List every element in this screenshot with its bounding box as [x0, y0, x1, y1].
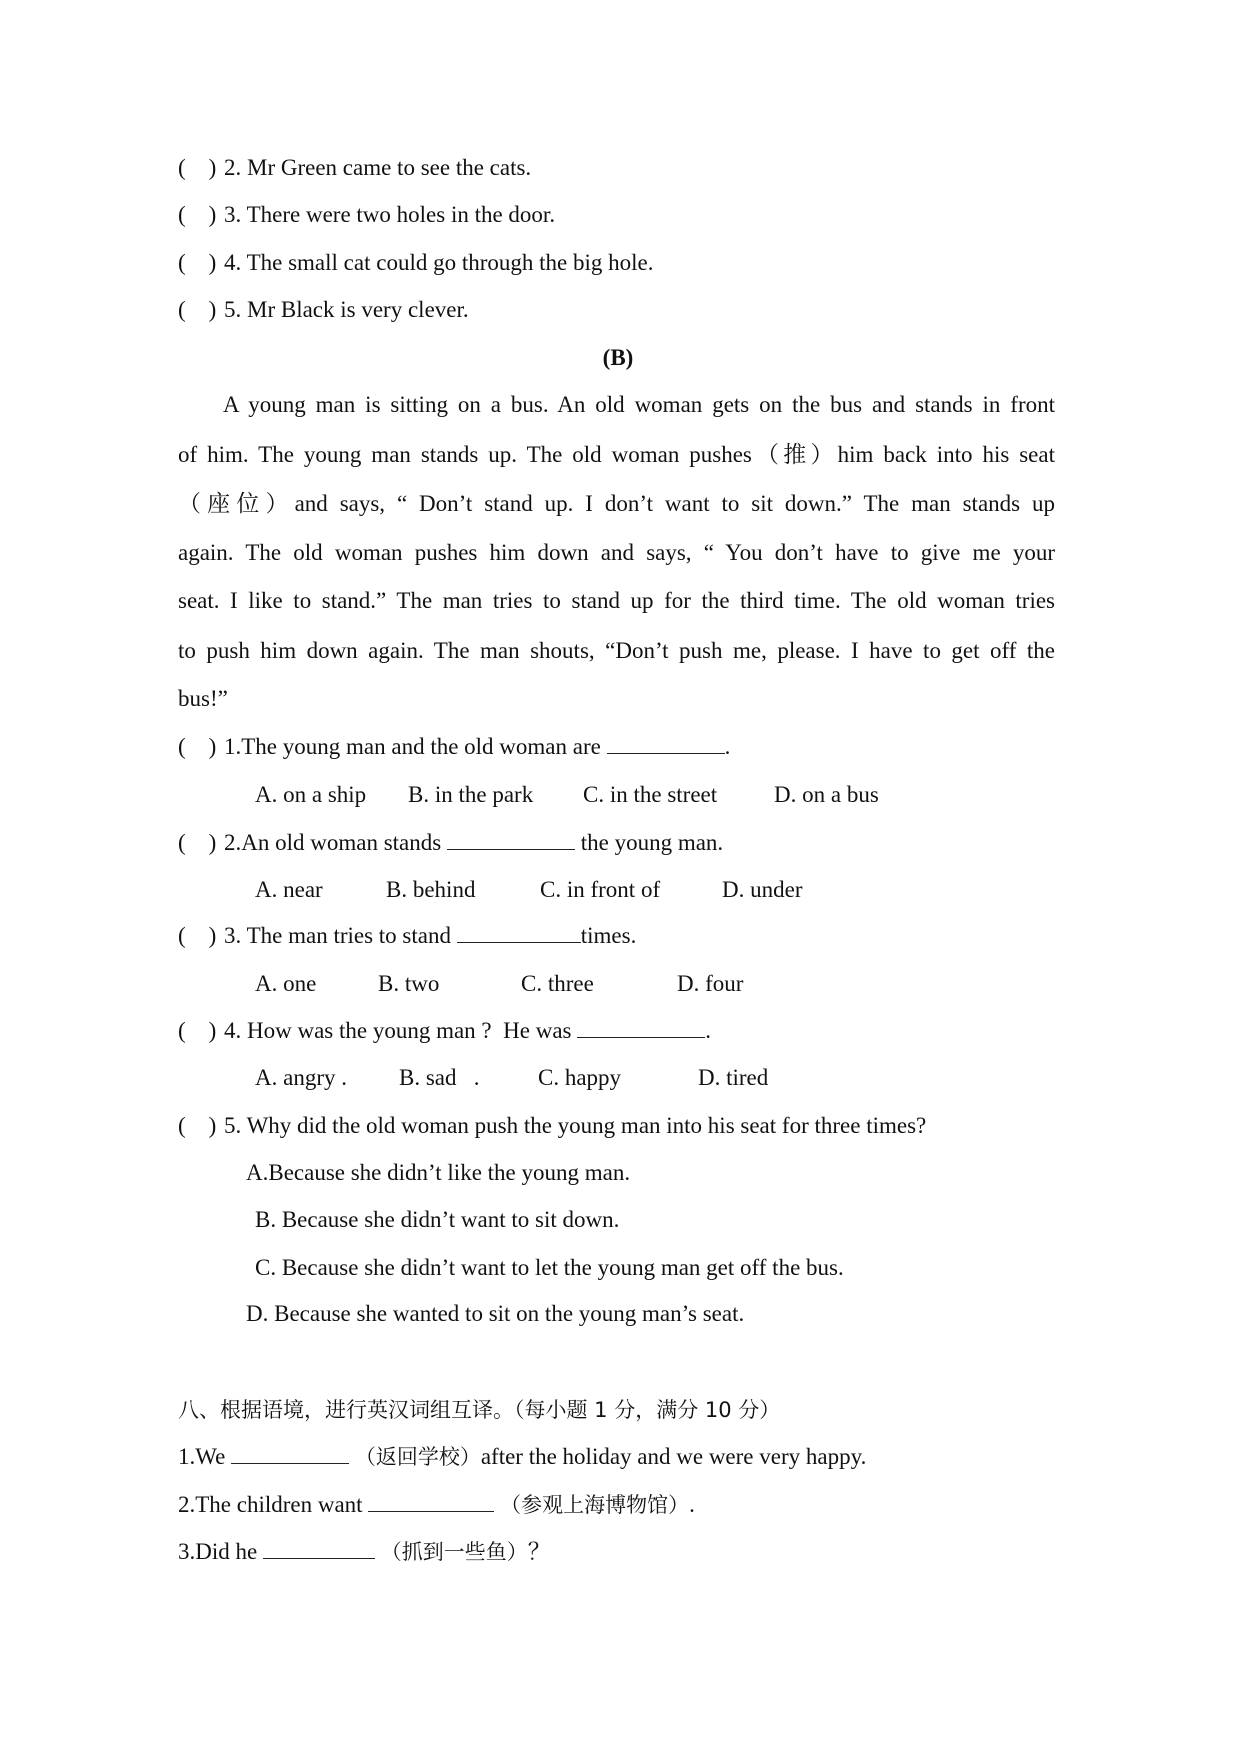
answer-paren[interactable]: ( ): [178, 734, 217, 759]
item-stem: 2.The children want: [178, 1492, 369, 1517]
option[interactable]: D. Because she wanted to sit on the young man’s seat.: [246, 1301, 745, 1326]
answer-paren[interactable]: ( ): [178, 830, 217, 855]
answer-blank[interactable]: [447, 829, 575, 850]
question-stem: 1.The young man and the old woman are: [224, 734, 607, 759]
option[interactable]: B. in the park: [408, 782, 534, 807]
question-tail: .: [724, 734, 731, 759]
question-tail: .: [705, 1018, 711, 1043]
question-tail: times.: [580, 923, 637, 948]
section-heading: 八、根据语境，进行英汉词组互译。（每小题 1 分，满分 10 分）: [178, 1398, 781, 1422]
answer-paren[interactable]: ( ): [178, 202, 217, 227]
question-text: 4. The small cat could go through the big hole.: [224, 250, 654, 275]
section-title: (B): [602, 345, 634, 370]
question-text: [224, 922, 636, 950]
answer-paren[interactable]: ( ): [178, 250, 217, 275]
item-stem: 3.Did he: [178, 1539, 263, 1564]
option[interactable]: A. one: [255, 971, 317, 996]
translation-item: [178, 1443, 866, 1471]
question-tail: the young man.: [574, 830, 724, 855]
answer-paren[interactable]: ( ): [178, 1018, 217, 1043]
chinese-hint: （返回学校）: [354, 1445, 481, 1469]
passage-line: again. The old woman pushes him down and says, “ You don’t have to give me your: [178, 540, 1055, 565]
option[interactable]: B. behind: [386, 877, 476, 902]
item-tail: .: [689, 1492, 695, 1517]
answer-paren[interactable]: ( ): [178, 1113, 217, 1138]
option[interactable]: C. in the street: [583, 782, 718, 807]
option[interactable]: A. angry .: [255, 1065, 347, 1090]
chinese-hint: （抓到一些鱼）: [380, 1540, 528, 1564]
option[interactable]: A.Because she didn’t like the young man.: [246, 1160, 631, 1185]
option[interactable]: C. happy: [538, 1065, 622, 1090]
passage-line: bus!”: [178, 686, 228, 711]
question-text: [224, 733, 730, 761]
option[interactable]: A. on a ship: [255, 782, 367, 807]
answer-blank[interactable]: [457, 922, 581, 943]
answer-blank[interactable]: [231, 1443, 349, 1464]
option[interactable]: B. two: [378, 971, 440, 996]
question-text: 3. There were two holes in the door.: [224, 202, 556, 227]
question-stem: 2.An old woman stands: [224, 830, 447, 855]
option[interactable]: C. three: [521, 971, 594, 996]
item-tail: ？: [527, 1539, 551, 1564]
passage-line: A young man is sitting on a bus. An old woman gets on the bus and stands in front: [223, 392, 1055, 417]
answer-paren[interactable]: ( ): [178, 155, 217, 180]
answer-paren[interactable]: ( ): [178, 297, 217, 322]
option[interactable]: D. under: [722, 877, 803, 902]
question-stem: 4. How was the young man ? He was: [224, 1018, 578, 1043]
option[interactable]: B. Because she didn’t want to sit down.: [255, 1207, 620, 1232]
question-text: [224, 1017, 711, 1045]
answer-blank[interactable]: [607, 733, 725, 754]
question-text: 2. Mr Green came to see the cats.: [224, 155, 532, 180]
passage-line: seat. I like to stand.” The man tries to stand up for the third time. The old woman tries: [178, 588, 1055, 613]
option[interactable]: D. on a bus: [774, 782, 879, 807]
answer-paren[interactable]: ( ): [178, 923, 217, 948]
item-tail: after the holiday and we were very happy.: [480, 1444, 867, 1469]
option[interactable]: D. four: [677, 971, 744, 996]
option[interactable]: D. tired: [698, 1065, 769, 1090]
question-text: [224, 829, 723, 857]
question-stem: 3. The man tries to stand: [224, 923, 457, 948]
answer-blank[interactable]: [577, 1017, 705, 1038]
item-stem: 1.We: [178, 1444, 232, 1469]
chinese-hint: （参观上海博物馆）: [500, 1493, 690, 1517]
option[interactable]: C. Because she didn’t want to let the young man get off the bus.: [255, 1255, 844, 1280]
option[interactable]: A. near: [255, 877, 323, 902]
translation-item: [178, 1491, 695, 1519]
question-stem: 5. Why did the old woman push the young man into his seat for three times?: [224, 1113, 927, 1138]
translation-item: [178, 1538, 551, 1566]
option[interactable]: C. in front of: [540, 877, 661, 902]
question-text: 5. Mr Black is very clever.: [224, 297, 469, 322]
passage-line: to push him down again. The man shouts, “Don’t push me, please. I have to get off the: [178, 638, 1055, 663]
passage-line: of him. The young man stands up. The old woman pushes（推）him back into his seat: [178, 442, 1055, 467]
answer-blank[interactable]: [368, 1491, 494, 1512]
option[interactable]: B. sad .: [399, 1065, 480, 1090]
passage-line: （座位）and says, “ Don’t stand up. I don’t want to sit down.” The man stands up: [178, 491, 1055, 516]
answer-blank[interactable]: [263, 1538, 375, 1559]
